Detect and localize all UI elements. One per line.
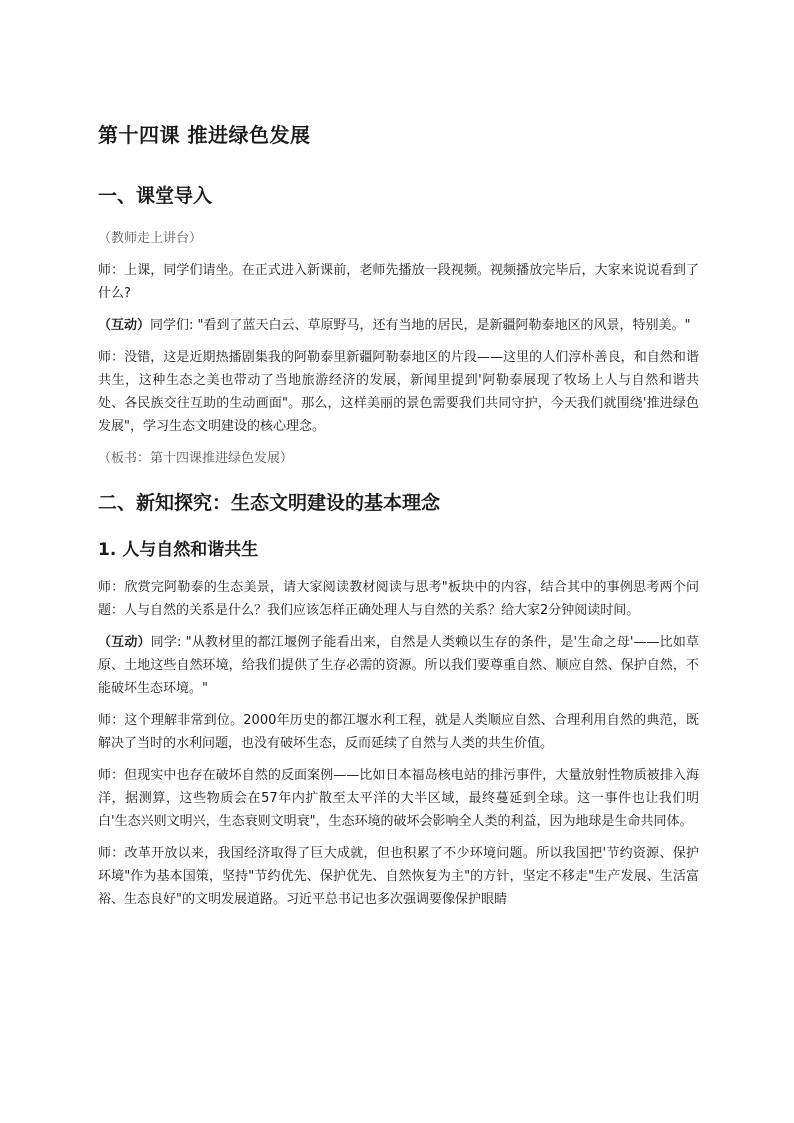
interaction-tag: （互动） bbox=[98, 635, 151, 650]
subsection-heading: 1. 人与自然和谐共生 bbox=[98, 540, 259, 560]
interaction-tag: （互动） bbox=[98, 318, 151, 333]
interaction-text: 同学: "从教材里的都江堰例子能看出来，自然是人类赖以生存的条件，是'生命之母'——比如草原、土地这些自然环境，给我们提供了生存必需的资源。所以我们要尊重自然、顺应自然、保护自然，不能破坏生态环境。" bbox=[98, 635, 699, 696]
paragraph: 师：但现实中也存在破坏自然的反面案例——比如日本福岛核电站的排污事件，大量放射性物质被排入海洋，据测算，这些物质会在57年内扩散至太平洋的大半区域，最终蔓延到全球。这一事件也让我们明白'生态兴则文明兴，生态衰则文明衰"，生态环境的破坏会影响全人类的利益，因为地球是生命共同体。 bbox=[98, 768, 699, 829]
paragraph-interaction bbox=[98, 631, 699, 700]
stage-direction: （教师走上讲台） bbox=[98, 231, 203, 246]
paragraph: 师：欣赏完阿勒泰的生态美景，请大家阅读教材阅读与思考"板块中的内容，结合其中的事例思考两个问题：人与自然的关系是什么？我们应该怎样正确处理人与自然的关系？给大家2分钟阅读时间。 bbox=[98, 580, 699, 618]
interaction-text: 同学们: "看到了蓝天白云、草原野马，还有当地的居民，是新疆阿勒泰地区的风景，特别美。" bbox=[150, 318, 691, 333]
paragraph-interaction bbox=[98, 314, 699, 337]
paragraph: 师：这个理解非常到位。2000年历史的都江堰水利工程，就是人类顺应自然、合理利用自然的典范，既解决了当时的水利问题，也没有破坏生态，反而延续了自然与人类的共生价值。 bbox=[98, 713, 699, 751]
paragraph: 师：改革开放以来，我国经济取得了巨大成就，但也积累了不少环境问题。所以我国把'节约资源、保护环境"作为基本国策，坚持"节约优先、保护优先、自然恢复为主"的方针，坚定不移走"生产发展、生活富裕、生态良好"的文明发展道路。习近平总书记也多次强调要像保护眼睛 bbox=[98, 846, 699, 907]
paragraph: 师：上课，同学们请坐。在正式进入新课前，老师先播放一段视频。视频播放完毕后，大家来说说看到了什么? bbox=[98, 263, 699, 301]
section-heading-intro: 一、课堂导入 bbox=[98, 185, 213, 207]
section-heading-exploration: 二、新知探究：生态文明建设的基本理念 bbox=[98, 492, 441, 514]
paragraph: 师：没错，这是近期热播剧集我的阿勒泰里新疆阿勒泰地区的片段——这里的人们淳朴善良，和自然和谐共生，这种生态之美也带动了当地旅游经济的发展，新闻里提到'阿勒泰展现了牧场上人与自然和谐共处、各民族交往互助的生动画面"。那么，这样美丽的景色需要我们共同守护，今天我们就围绕'推进绿色发展"，学习生态文明建设的核心理念。 bbox=[98, 350, 699, 434]
page-title: 第十四课 推进绿色发展 bbox=[98, 123, 311, 147]
stage-direction: （板书：第十四课推进绿色发展） bbox=[98, 451, 294, 466]
